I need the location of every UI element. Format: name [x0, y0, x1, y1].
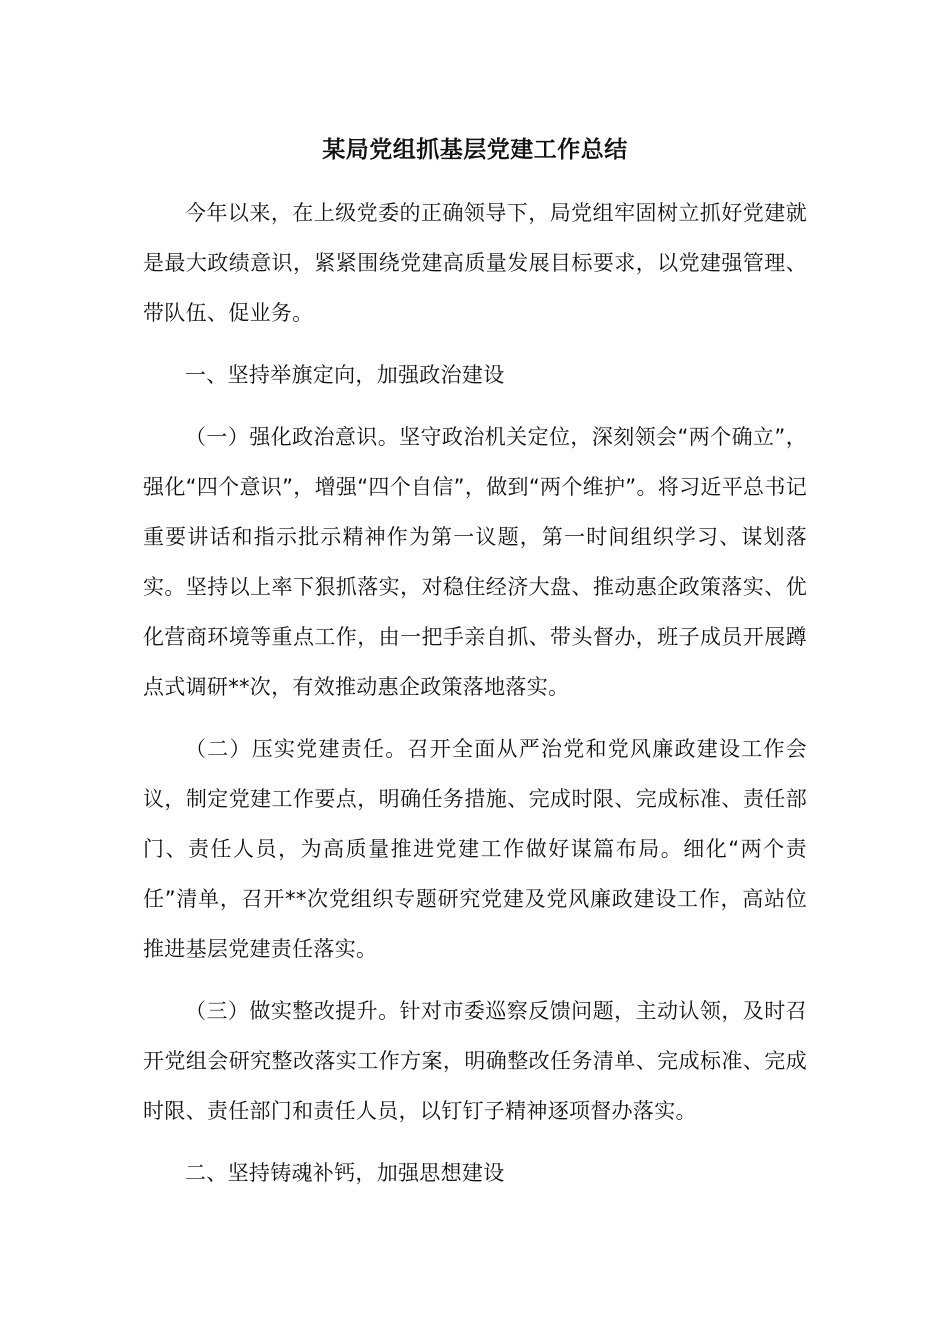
section1-item-3: （三）做实整改提升。针对市委巡察反馈问题，主动认领，及时召开党组会研究整改落实工作方案，明确整改任务清单、完成标准、完成时限、责任部门和责任人员，以钉钉子精神逐项督办落实。 [143, 999, 807, 1123]
section1-item-1: （一）强化政治意识。坚守政治机关定位，深刻领会“两个确立”，强化“四个意识”，增强“四个自信”，做到“两个维护”。将习近平总书记重要讲话和指示批示精神作为第一议题，第一时间组织学习、谋划落实。坚持以上率下狠抓落实，对稳住经济大盘、推动惠企政策落实、优化营商环境等重点工作，由一把手亲自抓、带头督办，班子成员开展蹲点式调研**次，有效推动惠企政策落地落实。 [143, 425, 807, 699]
section1-item-2: （二）压实党建责任。召开全面从严治党和党风廉政建设工作会议，制定党建工作要点，明确任务措施、完成时限、完成标准、责任部门、责任人员，为高质量推进党建工作做好谋篇布局。细化“两个责任”清单，召开**次党组织专题研究党建及党风廉政建设工作，高站位推进基层党建责任落实。 [143, 737, 807, 961]
intro-paragraph: 今年以来，在上级党委的正确领导下，局党组牢固树立抓好党建就是最大政绩意识，紧紧围绕党建高质量发展目标要求，以党建强管理、带队伍、促业务。 [143, 201, 807, 325]
section-heading-2: 二、坚持铸魂补钙，加强思想建设 [185, 1161, 505, 1185]
document-title: 某局党组抓基层党建工作总结 [322, 137, 628, 163]
document-page [143, 130, 807, 1198]
section-heading-1: 一、坚持举旗定向，加强政治建设 [185, 363, 505, 387]
